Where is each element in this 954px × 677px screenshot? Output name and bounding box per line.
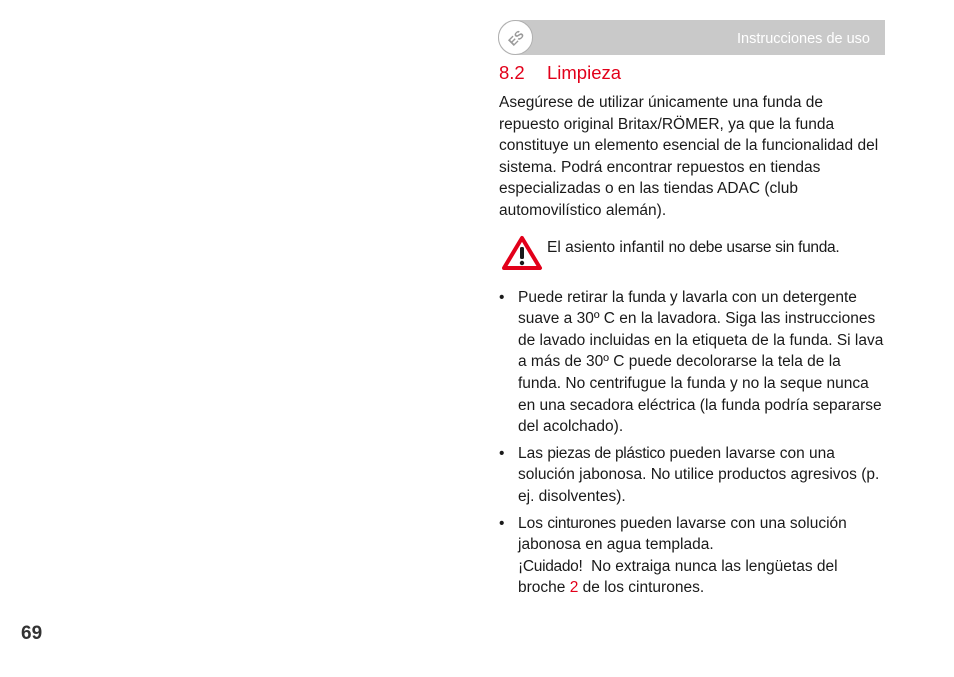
list-item-text: utilice productos agresivos (p. ej. disolventes).: [518, 466, 880, 505]
intro-paragraph: Asegúrese de utilizar únicamente una funda de repuesto original Britax/RÖMER, ya que la funda constituye un elemento esencial de la funcionalidad del sistema. Podrá encontrar repuestos en tiendas especializadas o en las tiendas ADAC (club automovilístico alemán).: [499, 94, 879, 219]
list-item-text: Puede retirar la: [518, 288, 629, 306]
list-item-text: y lavarla con un detergente suave a 30º C en la lavadora. Siga las instrucciones de lavado incluidas en la etiqueta de la funda. Si lava a más de 30º C puede decolorarse la tela de la funda. No centrifugue la funda y no la seque nunca en una secadora eléctrica (la funda podría separarse del acolchado).: [518, 288, 884, 436]
section-title: [499, 62, 621, 84]
caution-label: ¡Cuidado!: [518, 557, 583, 575]
caution-text-end: de los cinturones.: [578, 579, 705, 597]
language-badge-label: ES: [505, 27, 527, 49]
warning-emphasis: no debe usarse sin funda: [668, 238, 836, 256]
list-item-belts: [499, 513, 884, 599]
list-item-text: Las: [518, 444, 548, 462]
caution-text: No extraiga nunca las lengüetas del broche: [518, 557, 842, 597]
bullet-dot: •: [499, 444, 505, 462]
list-item-cover: [499, 287, 884, 438]
bullet-dot: •: [499, 288, 505, 306]
language-badge: [498, 20, 533, 55]
list-item-text: pueden lavarse con una solución jabonosa.: [518, 444, 835, 484]
page-number: 69: [21, 623, 43, 644]
list-item-emphasis: No: [650, 466, 670, 484]
warning-text-end: .: [835, 238, 840, 256]
section-heading: Limpieza: [547, 62, 622, 83]
section-number: 8.2: [499, 62, 525, 83]
list-item-text: Los: [518, 514, 548, 532]
warning-text-start: El asiento infantil: [547, 238, 669, 256]
bullet-dot: •: [499, 514, 505, 532]
list-item-emphasis: piezas de plástico: [547, 444, 666, 462]
warning-triangle-icon: [501, 235, 543, 271]
part-reference-number: 2: [569, 579, 579, 597]
page-content: [499, 92, 884, 604]
list-item-text: pueden lavarse con una solución jabonosa en agua templada.: [518, 514, 847, 554]
list-item-plastic-parts: [499, 443, 884, 508]
list-item-emphasis: funda: [628, 288, 666, 306]
cleaning-list: [499, 287, 884, 599]
header-title: Instrucciones de uso: [737, 31, 870, 47]
warning-note: [499, 237, 884, 273]
list-item-emphasis: cinturones: [547, 514, 616, 532]
warning-text: [547, 237, 840, 259]
